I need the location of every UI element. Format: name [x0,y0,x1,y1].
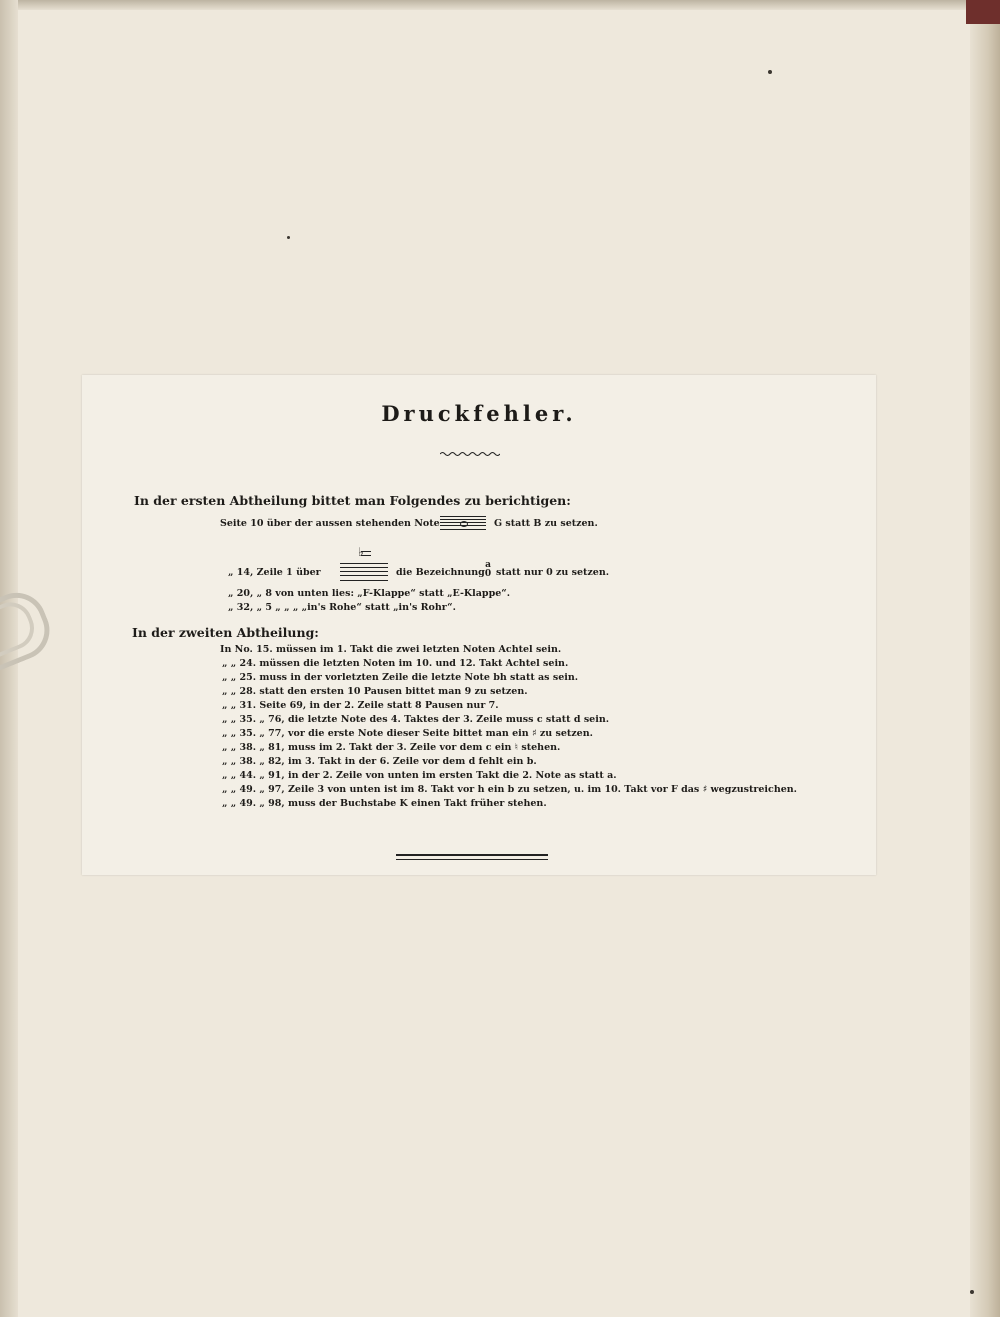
second-line: „ „ 28. statt den ersten 10 Pausen bittet man 9 zu setzen. [222,686,528,697]
second-line: In No. 15. müssen im 1. Takt die zwei letzten Noten Achtel sein. [220,644,562,655]
speck [970,1290,974,1294]
second-line: „ „ 25. muss in der vorletzten Zeile die letzte Note bh statt as sein. [222,672,579,683]
whole-note-icon [460,521,468,527]
page-top-edge [0,0,1000,10]
fraction-top: a [485,560,491,570]
erratum-line-2a: „ 14, Zeile 1 über [228,567,321,578]
speck [287,236,290,239]
erratum-line-1b: G statt B zu setzen. [494,518,598,529]
second-section-heading: In der zweiten Abtheilung: [132,625,319,640]
erratum-line-2c: statt nur 0 zu setzen. [496,567,610,578]
second-line: „ „ 49. „ 98, muss der Buchstabe K einen Takt früher stehen. [222,798,547,809]
ledger-line [361,551,371,552]
closing-rule-top [396,854,548,856]
bleed-through-line-4 [0,902,1000,928]
second-line: „ „ 38. „ 81, muss im 2. Takt der 3. Zeile vor dem c ein ♮ stehen. [222,742,561,753]
bleed-through-line-3 [0,310,1000,336]
errata-slip [82,375,876,875]
flat-sign-icon: ♭ [358,545,364,559]
music-staff-2 [340,563,388,581]
errata-title: Druckfehler. [381,401,577,426]
first-section-heading: In der ersten Abtheilung bittet man Folgendes zu berichtigen: [134,493,571,508]
second-line: „ „ 35. „ 77, vor die erste Note dieser Seite bittet man ein ♯ zu setzen. [222,728,593,739]
title-ornament [440,450,500,458]
music-staff-1 [440,516,486,530]
bleed-through-line-2 [0,198,1000,271]
second-line: „ „ 24. müssen die letzten Noten im 10. und 12. Takt Achtel sein. [222,658,569,669]
erratum-line-2b: die Bezeichnung [396,567,485,578]
second-line: „ „ 44. „ 91, in der 2. Zeile von unten im ersten Takt die 2. Note as statt a. [222,770,617,781]
bleed-through-line-5 [0,1000,1000,1016]
ledger-line [361,555,371,556]
closing-rule-bottom [396,859,548,860]
fingering-fraction [484,561,492,579]
second-line: „ „ 31. Seite 69, in der 2. Zeile statt 8 Pausen nur 7. [222,700,499,711]
erratum-line-4: „ 32, „ 5 „ „ „ „in's Rohe“ statt „in's Rohr“. [228,602,456,613]
second-line: „ „ 49. „ 97, Zeile 3 von unten ist im 8. Takt vor h ein b zu setzen, u. im 10. Takt vor F das ♯ wegzustreichen. [222,784,797,795]
erratum-line-3: „ 20, „ 8 von unten lies: „F-Klappe“ statt „E-Klappe“. [228,588,511,599]
second-line: „ „ 35. „ 76, die letzte Note des 4. Taktes der 3. Zeile muss c statt d sein. [222,714,610,725]
second-line: „ „ 38. „ 82, im 3. Takt in der 6. Zeile vor dem d fehlt ein b. [222,756,537,767]
bleed-through-line-1 [0,140,1000,175]
speck [768,70,772,74]
fraction-bottom: 0 [484,569,492,579]
erratum-line-1a: Seite 10 über der aussen stehenden Note [220,518,440,529]
cover-corner [966,0,1000,24]
